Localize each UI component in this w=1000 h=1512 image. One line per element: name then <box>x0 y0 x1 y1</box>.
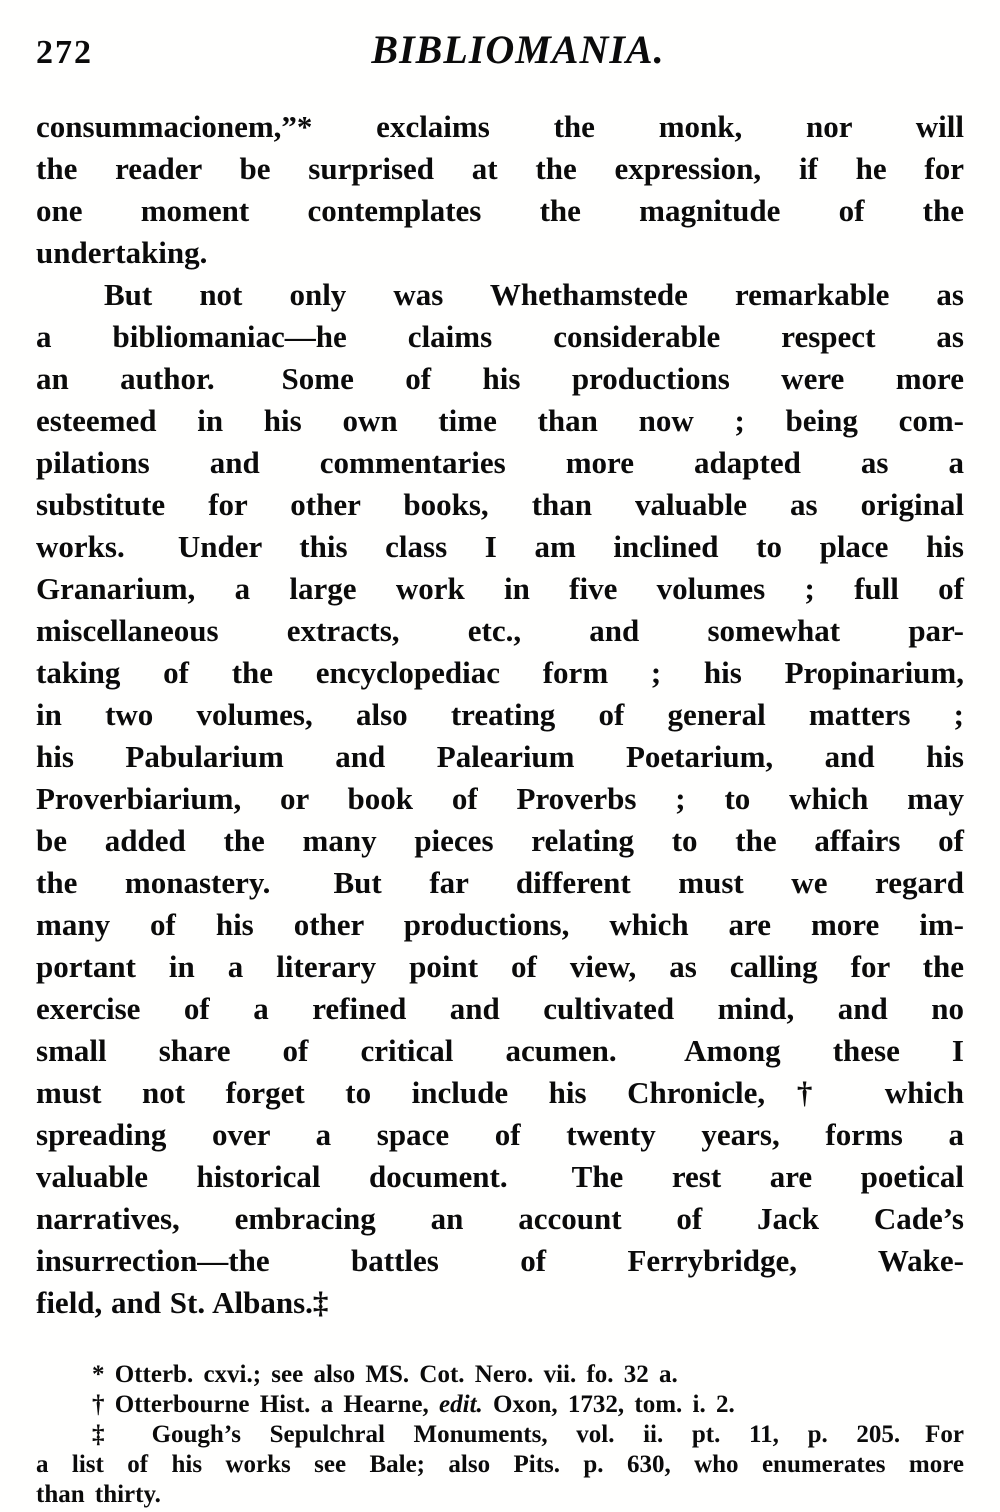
text-line <box>36 988 964 1030</box>
text-segment: must not forget to include his Chronicle,† which <box>36 1075 964 1110</box>
text-line <box>36 1282 964 1324</box>
body-text <box>36 106 964 1324</box>
paragraph <box>36 274 964 1324</box>
footnote-line <box>36 1420 964 1450</box>
text-line <box>36 1030 964 1072</box>
text-segment: his Pabularium and Palearium Poetarium, and his <box>36 739 964 774</box>
text-line <box>36 778 964 820</box>
text-line <box>36 484 964 526</box>
text-segment: the monastery. But far different must we regard <box>36 865 964 900</box>
text-segment: valuable historical document. The rest are poetical <box>36 1159 964 1194</box>
text-segment: substitute for other books, than valuable as original <box>36 487 964 522</box>
text-line <box>36 568 964 610</box>
footnote-line <box>36 1360 964 1390</box>
paragraph <box>36 106 964 274</box>
text-segment: But not only was Whethamstede remarkable as <box>104 277 964 312</box>
text-line <box>36 274 964 316</box>
text-segment: miscellaneous extracts, etc., and somewhat par- <box>36 613 964 648</box>
text-segment: in two volumes, also treating of general matters ; <box>36 697 964 732</box>
text-segment: Proverbiarium, or book of Proverbs ; to which may <box>36 781 964 816</box>
text-segment: undertaking. <box>36 235 208 270</box>
text-line <box>36 148 964 190</box>
text-segment: an author. Some of his productions were more <box>36 361 964 396</box>
text-line <box>36 1114 964 1156</box>
text-segment: many of his other productions, which are more im- <box>36 907 964 942</box>
text-line <box>36 1240 964 1282</box>
text-line <box>36 946 964 988</box>
text-segment: consummacionem,”* exclaims the monk, nor will <box>36 109 964 144</box>
text-segment: field, and St. Albans.‡ <box>36 1285 329 1320</box>
text-segment: † Otterbourne Hist. a Hearne, <box>92 1391 440 1418</box>
text-segment: Oxon, 1732, tom. i. 2. <box>482 1391 735 1418</box>
text-segment: pilations and commentaries more adapted as a <box>36 445 964 480</box>
footnote-line <box>36 1390 964 1420</box>
text-line <box>36 862 964 904</box>
text-segment: works. Under this class I am inclined to place his <box>36 529 964 564</box>
text-segment: small share of critical acumen. Among these I <box>36 1033 964 1068</box>
text-segment: one moment contemplates the magnitude of the <box>36 193 964 228</box>
text-line <box>36 610 964 652</box>
text-line <box>36 106 964 148</box>
text-segment: insurrection—the battles of Ferrybridge, Wake- <box>36 1243 964 1278</box>
text-line <box>36 904 964 946</box>
text-segment: ‡ Gough’s Sepulchral Monuments, vol. ii. pt. 11, p. 205. For <box>92 1421 964 1448</box>
text-line <box>36 442 964 484</box>
text-line <box>36 316 964 358</box>
text-line <box>36 190 964 232</box>
text-segment: * Otterb. cxvi.; see also MS. Cot. Nero. vii. fo. 32 a. <box>92 1361 678 1388</box>
text-line <box>36 694 964 736</box>
text-segment: spreading over a space of twenty years, forms a <box>36 1117 964 1152</box>
page-number: 272 <box>36 34 93 71</box>
text-line <box>36 1156 964 1198</box>
text-segment: be added the many pieces relating to the affairs of <box>36 823 964 858</box>
text-line <box>36 400 964 442</box>
text-segment: Granarium, a large work in five volumes ; full of <box>36 571 964 606</box>
text-segment: exercise of a refined and cultivated mind, and no <box>36 991 964 1026</box>
text-segment: the reader be surprised at the expression, if he for <box>36 151 964 186</box>
text-segment: narratives, embracing an account of Jack Cade’s <box>36 1201 964 1236</box>
text-line <box>36 526 964 568</box>
text-line <box>36 652 964 694</box>
text-segment: taking of the encyclopediac form ; his Propinarium, <box>36 655 964 690</box>
text-segment: a list of his works see Bale; also Pits. p. 630, who enumerates more <box>36 1451 964 1478</box>
italic-text: edit. <box>439 1391 483 1418</box>
text-segment: esteemed in his own time than now ; being com- <box>36 403 964 438</box>
text-line <box>36 1198 964 1240</box>
text-segment: portant in a literary point of view, as calling for the <box>36 949 964 984</box>
text-line <box>36 820 964 862</box>
text-line <box>36 1072 964 1114</box>
running-title: BIBLIOMANIA. <box>371 27 665 72</box>
footnote-line <box>36 1480 964 1510</box>
footnotes <box>36 1360 964 1510</box>
text-segment: a bibliomaniac—he claims considerable respect as <box>36 319 964 354</box>
page-header <box>36 20 964 96</box>
text-line <box>36 232 964 274</box>
text-segment: than thirty. <box>36 1481 161 1508</box>
text-line <box>36 736 964 778</box>
footnote-line <box>36 1450 964 1480</box>
text-line <box>36 358 964 400</box>
